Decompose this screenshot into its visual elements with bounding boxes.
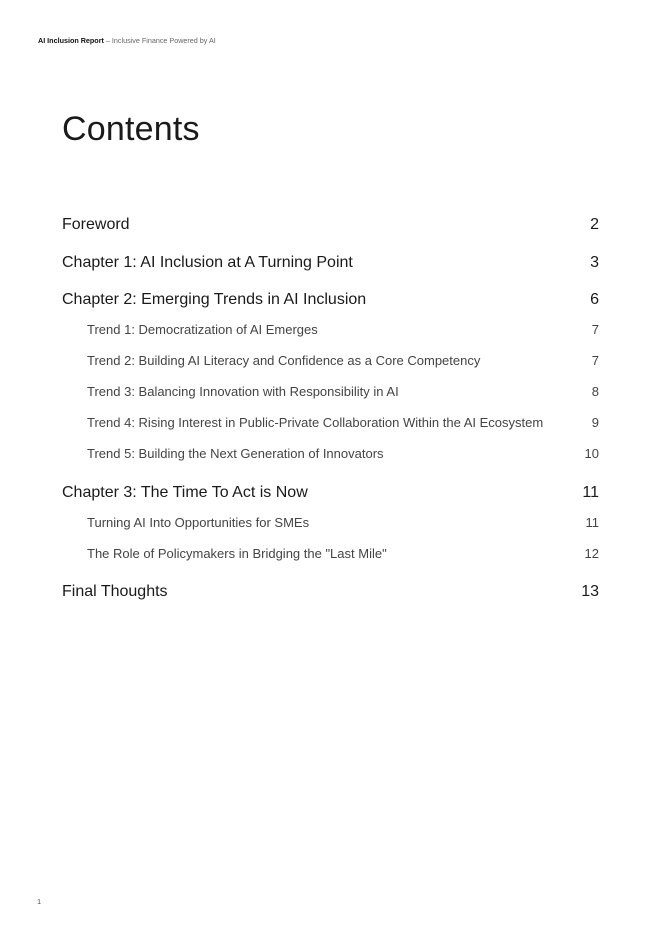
toc-entry-trend-3[interactable] [87, 384, 599, 399]
toc-entry-page: 10 [584, 446, 599, 461]
toc-entry-label: Chapter 3: The Time To Act is Now [62, 484, 308, 501]
toc-entry-trend-2[interactable] [87, 353, 599, 368]
toc-entry-page: 12 [584, 546, 599, 561]
toc-entry-page: 13 [581, 583, 599, 600]
toc-entry-policymakers[interactable] [87, 546, 599, 561]
toc-entry-trend-5[interactable] [87, 446, 599, 461]
toc-entry-chapter-1[interactable] [62, 254, 599, 272]
toc-entry-page: 7 [591, 322, 599, 337]
toc-entry-final-thoughts[interactable] [62, 583, 599, 601]
toc-entry-chapter-2[interactable] [62, 291, 599, 309]
toc-entry-label: Chapter 2: Emerging Trends in AI Inclusion [62, 291, 367, 308]
report-subtitle: – Inclusive Finance Powered by AI [103, 36, 216, 45]
toc-entry-chapter-3[interactable] [62, 484, 599, 502]
toc-entry-smes[interactable] [87, 515, 599, 530]
toc-entry-label: Turning AI Into Opportunities for SMEs [87, 515, 310, 530]
toc-entry-page: 9 [591, 415, 599, 430]
toc-entry-label: Foreword [62, 216, 130, 233]
toc-entry-label: Trend 5: Building the Next Generation of Innovators [87, 446, 384, 461]
page-title: Contents [62, 110, 200, 148]
toc-entry-page: 6 [590, 291, 599, 308]
toc-entry-foreword[interactable] [62, 216, 599, 234]
toc-entry-page: 11 [585, 515, 599, 530]
toc-entry-page: 2 [590, 216, 599, 233]
toc-entry-trend-1[interactable] [87, 322, 599, 337]
toc-entry-page: 8 [591, 384, 599, 399]
toc-entry-label: Trend 4: Rising Interest in Public-Private Collaboration Within the AI Ecosystem [87, 415, 544, 430]
toc-entry-page: 11 [582, 484, 599, 501]
toc-entry-page: 3 [590, 254, 599, 271]
toc-entry-label: Trend 2: Building AI Literacy and Confidence as a Core Competency [87, 353, 481, 368]
toc-entry-label: Trend 3: Balancing Innovation with Responsibility in AI [87, 384, 399, 399]
toc-entry-label: Trend 1: Democratization of AI Emerges [87, 322, 318, 337]
toc-entry-page: 7 [591, 353, 599, 368]
toc-entry-label: The Role of Policymakers in Bridging the "Last Mile" [87, 546, 387, 561]
toc-entry-label: Chapter 1: AI Inclusion at A Turning Point [62, 254, 353, 271]
page-number: 1 [37, 897, 42, 906]
toc-entry-label: Final Thoughts [62, 583, 168, 600]
report-title: AI Inclusion Report [38, 36, 104, 45]
toc-entry-trend-4[interactable] [87, 415, 599, 430]
